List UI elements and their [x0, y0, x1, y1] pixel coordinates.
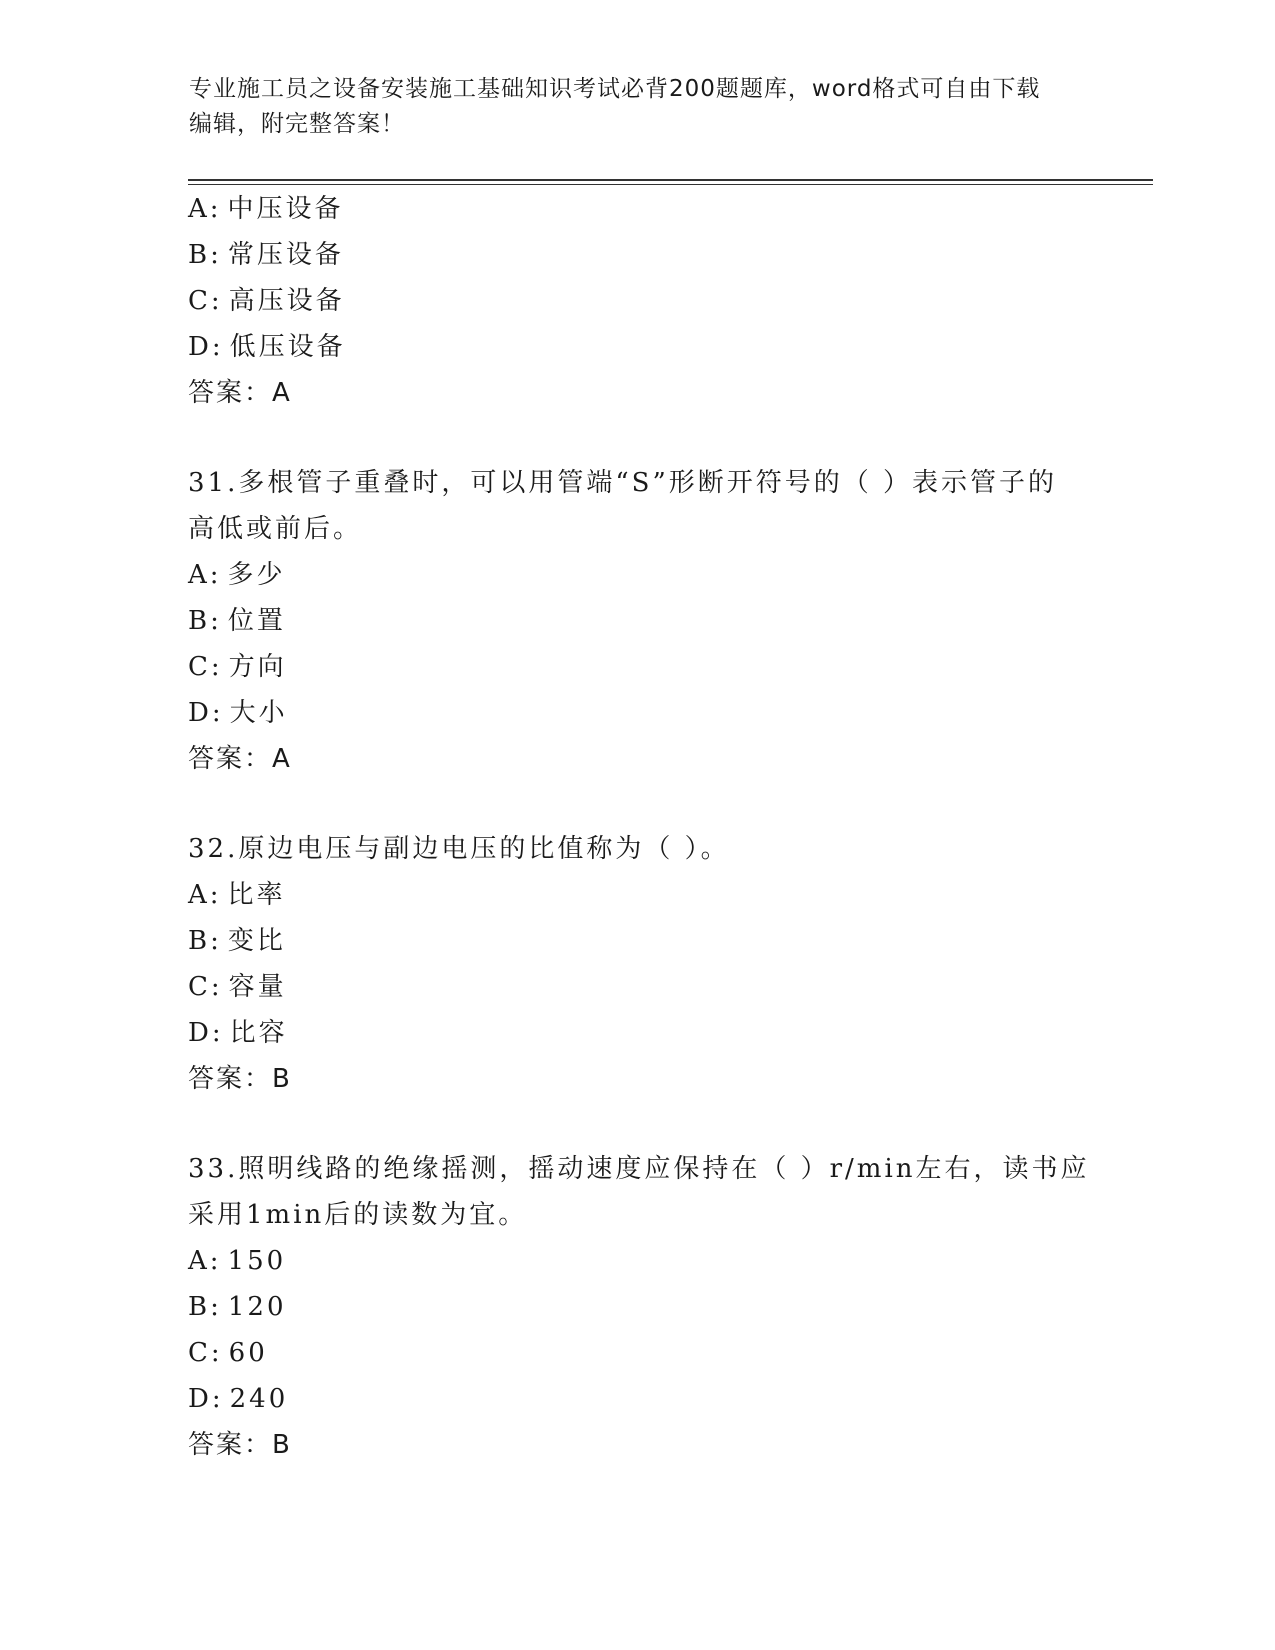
- question-stem-line-1: 32.原边电压与副边电压的比值称为（ ）。: [188, 834, 730, 864]
- answer-line: 答案：B: [188, 1430, 292, 1460]
- option-c: C: 方向: [188, 652, 287, 682]
- question-stem-line-2: 高低或前后。: [188, 514, 363, 544]
- answer-line: 答案：A: [188, 744, 292, 774]
- header-title-line-2: 编辑，附完整答案！: [189, 111, 405, 137]
- question-32: [188, 826, 1088, 1102]
- option-d: D: 大小: [188, 698, 288, 728]
- question-31: [188, 460, 1088, 782]
- header-divider-thick: [188, 179, 1153, 181]
- option-a: A: 多少: [188, 560, 286, 590]
- answer-line: 答案：A: [188, 378, 292, 408]
- option-b: B: 变比: [188, 926, 286, 956]
- document-header: [189, 72, 1069, 142]
- option-c: C: 容量: [188, 972, 287, 1002]
- option-b: B: 位置: [188, 606, 286, 636]
- option-c: C: 高压设备: [188, 286, 345, 316]
- option-a: A: 中压设备: [188, 194, 344, 224]
- answer-line: 答案：B: [188, 1064, 292, 1094]
- option-b: B: 120: [188, 1292, 287, 1322]
- question-33: [188, 1146, 1088, 1468]
- question-list: [188, 186, 1088, 1512]
- header-title-line-1: 专业施工员之设备安装施工基础知识考试必背200题题库，word格式可自由下载: [189, 76, 1041, 102]
- option-a: A: 比率: [188, 880, 286, 910]
- option-b: B: 常压设备: [188, 240, 344, 270]
- question-30-continuation: [188, 186, 1088, 416]
- question-stem-line-1: 31.多根管子重叠时，可以用管端“S”形断开符号的（ ）表示管子的: [188, 468, 1058, 498]
- option-a: A: 150: [188, 1246, 287, 1276]
- option-d: D: 240: [188, 1384, 289, 1414]
- option-d: D: 低压设备: [188, 332, 346, 362]
- option-d: D: 比容: [188, 1018, 288, 1048]
- option-c: C: 60: [188, 1338, 268, 1368]
- question-stem-line-2: 采用1min后的读数为宜。: [188, 1200, 528, 1230]
- header-divider-thin: [188, 184, 1153, 185]
- question-stem-line-1: 33.照明线路的绝缘摇测，摇动速度应保持在（ ）r/min左右，读书应: [188, 1154, 1090, 1184]
